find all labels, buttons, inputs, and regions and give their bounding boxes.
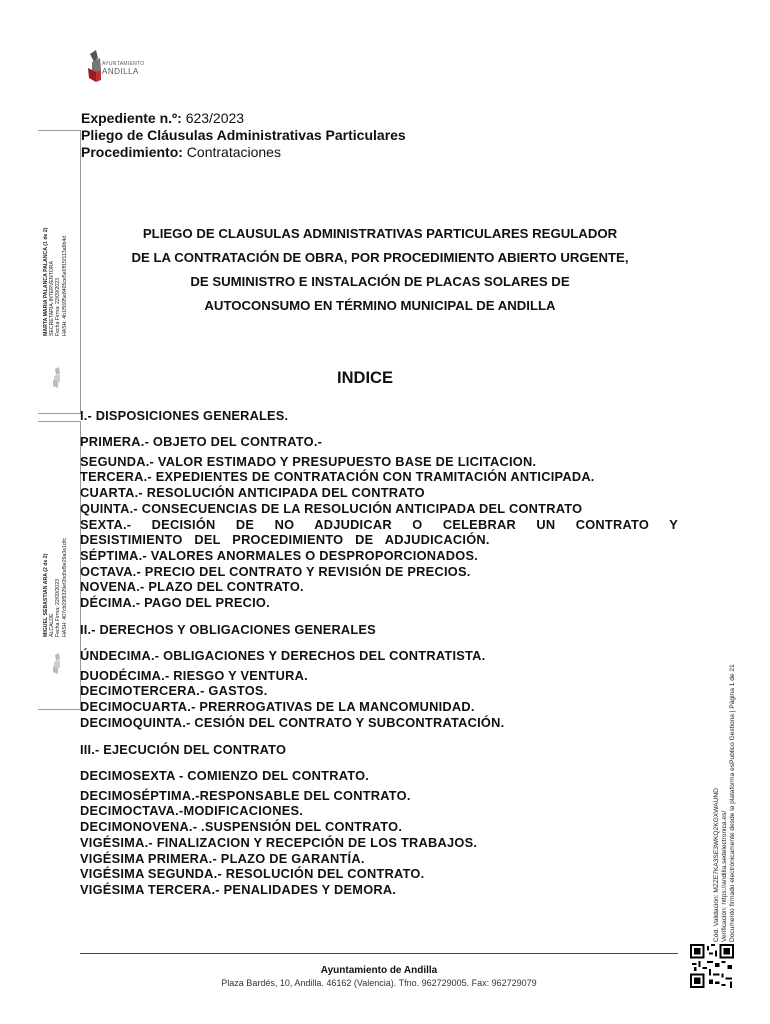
toc-item: CUARTA.- RESOLUCIÓN ANTICIPADA DEL CONTRATO xyxy=(80,485,425,501)
toc-item: SÉPTIMA.- VALORES ANORMALES O DESPROPORCIONADOS. xyxy=(80,547,479,563)
logo-text: AYUNTAMIENTO ANDILLA xyxy=(102,61,145,76)
signature-2-text: MIGUEL SEBASTIAN ARA (2 de 2) ALCALDE Fecha Firma: 22/09/2023 HASH: 407cb09f9329ef2bdfaf9e29a3e1dfc xyxy=(43,538,68,637)
toc-item: TERCERA.- EXPEDIENTES DE CONTRATACIÓN CON TRAMITACIÓN ANTICIPADA. xyxy=(80,469,595,485)
signature-1-text: MARTA MARIA PALANCA PALANCA (1 de 2) SECRETARIA-INTERVENTORA Fecha Firma: 22/09/2023 HASH: 4b1f5695e8405ce5e0ff15f113a9b4d xyxy=(43,227,68,336)
toc-item: DUODÉCIMA.- RIESGO Y VENTURA. xyxy=(80,667,308,683)
signature-box-1 xyxy=(38,130,81,414)
section-heading: II.- DERECHOS Y OBLIGACIONES GENERALES xyxy=(80,622,376,637)
footer-organization: Ayuntamiento de Andilla xyxy=(320,965,438,976)
toc-item: QUINTA.- CONSECUENCIAS DE LA RESOLUCIÓN ANTICIPADA DEL CONTRATO xyxy=(80,500,583,516)
signature-stamp-icon xyxy=(50,366,66,390)
toc-item: SEGUNDA.- VALOR ESTIMADO Y PRESUPUESTO BASE DE LICITACION. xyxy=(80,453,537,469)
toc-item: DECIMOSEXTA - COMIENZO DEL CONTRATO. xyxy=(80,768,370,783)
toc-item: DECIMONOVENA.- .SUSPENSIÓN DEL CONTRATO. xyxy=(80,819,403,835)
document-header xyxy=(81,110,406,161)
toc-item: NOVENA.- PLAZO DEL CONTRATO. xyxy=(80,579,304,595)
toc-item: SEXTA.- DECISIÓN DE NO ADJUDICAR O CELEBRAR UN CONTRATO Y DESISTIMIENTO DEL PROCEDIMIENTO DE ADJUDICACIÓN. xyxy=(80,516,678,548)
signature-stamp-icon xyxy=(50,652,66,676)
pliego-line: Pliego de Cláusulas Administrativas Particulares xyxy=(81,127,406,143)
qr-code-icon[interactable] xyxy=(690,944,734,988)
section-heading: I.- DISPOSICIONES GENERALES. xyxy=(80,408,289,423)
signature-box-2 xyxy=(38,421,81,710)
toc-item: DECIMOQUINTA.- CESIÓN DEL CONTRATO Y SUBCONTRATACIÓN. xyxy=(80,714,505,730)
index-heading: INDICE xyxy=(337,369,393,387)
section-heading: III.- EJECUCIÓN DEL CONTRATO xyxy=(80,742,287,757)
footer-address: Plaza Bardés, 10, Andilla. 46162 (Valencia). Tfno. 962729005. Fax: 962729079 xyxy=(221,978,537,988)
toc-item: PRIMERA.- OBJETO DEL CONTRATO.- xyxy=(80,434,323,449)
toc-item: DECIMOSÉPTIMA.-RESPONSABLE DEL CONTRATO. xyxy=(80,787,411,803)
toc-section-2 xyxy=(80,622,678,731)
toc-item: DÉCIMA.- PAGO DEL PRECIO. xyxy=(80,595,270,611)
toc-item: VIGÉSIMA.- FINALIZACION Y RECEPCIÓN DE LOS TRABAJOS. xyxy=(80,834,478,850)
toc-item: ÚNDECIMA.- OBLIGACIONES Y DERECHOS DEL CONTRATISTA. xyxy=(80,648,486,663)
document-title: PLIEGO DE CLAUSULAS ADMINISTRATIVAS PARTICULARES REGULADOR DE LA CONTRATACIÓN DE OBRA, POR PROCEDIMIENTO ABIERTO URGENTE, DE SUMINISTRO E INSTALACIÓN DE PLACAS SOLARES DE AUTOCONSUMO EN TÉRMINO MUNICIPAL DE ANDILLA xyxy=(131,226,629,313)
toc-item: VIGÉSIMA TERCERA.- PENALIDADES Y DEMORA. xyxy=(80,881,397,897)
expediente-line: Expediente n.º: 623/2023 xyxy=(81,110,245,126)
toc-item: DECIMOCTAVA.-MODIFICACIONES. xyxy=(80,803,304,819)
toc-section-3 xyxy=(80,742,678,898)
procedimiento-line: Procedimiento: Contrataciones xyxy=(81,144,281,160)
verification-text: Cód. Validación: MZZE7KA3SE3WKQ2KGXWAUND Verificación: https://andilla.sedelectronica.es/ Documento firmado electrónicamente desde la plataforma esPublico Gestiona | Página 1 de 21 xyxy=(713,664,736,942)
toc-item: OCTAVA.- PRECIO DEL CONTRATO Y REVISIÓN DE PRECIOS. xyxy=(80,563,471,579)
toc-item: VIGÉSIMA SEGUNDA.- RESOLUCIÓN DEL CONTRATO. xyxy=(80,866,425,882)
toc-item: DECIMOCUARTA.- PRERROGATIVAS DE LA MANCOMUNIDAD. xyxy=(80,699,475,715)
toc-item: VIGÉSIMA PRIMERA.- PLAZO DE GARANTÍA. xyxy=(80,850,365,866)
toc-item: DECIMOTERCERA.- GASTOS. xyxy=(80,683,268,699)
footer-divider xyxy=(80,953,678,954)
toc-section-1 xyxy=(80,408,678,611)
